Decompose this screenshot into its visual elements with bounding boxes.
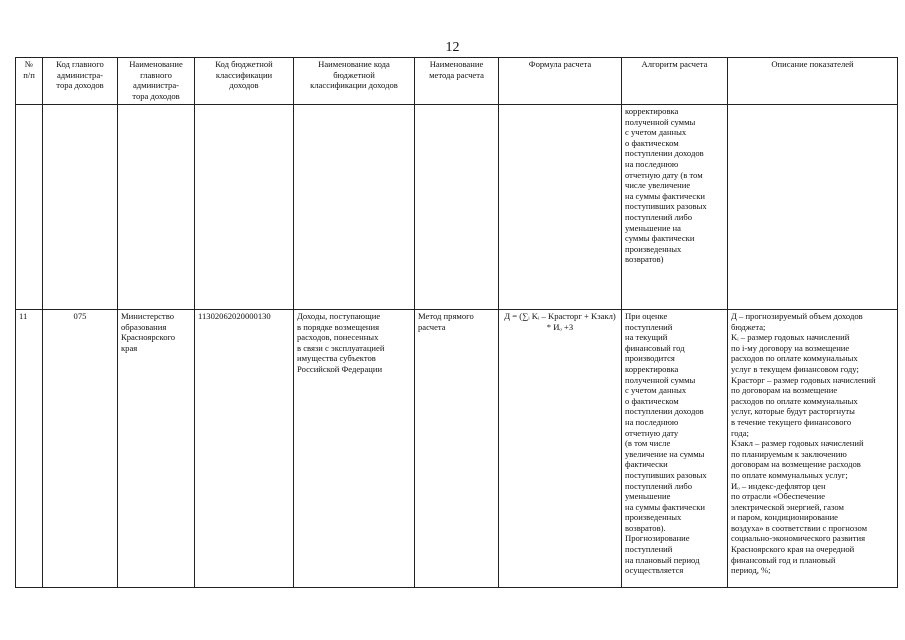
col-header-description: Описание показателей <box>728 58 898 105</box>
cell-empty <box>43 105 118 310</box>
cell-empty <box>728 105 898 310</box>
cell-algorithm: При оценке поступлений на текущий финансовый год производится корректировка полученной суммы с учетом данных о фактическом поступлении доходов на последнюю отчетную дату (в том числе увеличение на суммы фактически поступивших разовых поступлений либо уменьшение на суммы фактически произведенных возвратов). Прогнозирование поступлений на плановый период осуществляется <box>622 310 728 588</box>
cell-empty <box>415 105 499 310</box>
col-header-budget-code: Код бюджетной классификации доходов <box>195 58 294 105</box>
cell-empty <box>118 105 195 310</box>
continuation-row <box>16 105 898 310</box>
cell-algorithm-continued: корректировка полученной суммы с учетом данных о фактическом поступлении доходов на последнюю отчетную дату (в том числе увеличение на суммы фактически поступивших разовых поступлений либо уменьшение на суммы фактически произведенных возвратов) <box>622 105 728 310</box>
cell-code-name: Доходы, поступающие в порядке возмещения расходов, понесенных в связи с эксплуатацией имущества субъектов Российской Федерации <box>294 310 415 588</box>
cell-empty <box>499 105 622 310</box>
col-header-method: Наименование метода расчета <box>415 58 499 105</box>
col-header-formula: Формула расчета <box>499 58 622 105</box>
cell-number: 11 <box>16 310 43 588</box>
col-header-code-name: Наименование кода бюджетной классификации доходов <box>294 58 415 105</box>
cell-empty <box>195 105 294 310</box>
cell-formula: Д = (∑ᵢ Kᵢ – Kрасторг + Kзакл) * Иₒ +З <box>499 310 622 588</box>
cell-admin-name: Министерство образования Красноярского края <box>118 310 195 588</box>
cell-description: Д – прогнозируемый объем доходов бюджета; Kᵢ – размер годовых начислений по i-му договору на возмещение расходов по оплате коммунальных услуг в текущем финансовом году; Kрасторг – размер годовых начислений по договорам на возмещение расходов по оплате коммунальных услуг, которые будут расторгнуты в течение текущего финансового года; Kзакл – размер годовых начислений по планируемым к заключению договорам на возмещение расходов по оплате коммунальных услуг; Иₒ – индекс-дефлятор цен по отрасли «Обеспечение электрической энергией, газом и паром, кондиционирование воздуха» в соответствии с прогнозом социально-экономического развития Красноярского края на очередной финансовый год и плановый период, %; <box>728 310 898 588</box>
header-row <box>16 58 898 105</box>
cell-admin-code: 075 <box>43 310 118 588</box>
col-header-number: № п/п <box>16 58 43 105</box>
col-header-admin-name: Наименование главного администра- тора доходов <box>118 58 195 105</box>
cell-empty <box>16 105 43 310</box>
page-number: 12 <box>445 40 460 55</box>
cell-budget-code: 11302062020000130 <box>195 310 294 588</box>
cell-empty <box>294 105 415 310</box>
col-header-algorithm: Алгоритм расчета <box>622 58 728 105</box>
table-row <box>16 310 898 588</box>
col-header-admin-code: Код главного администра- тора доходов <box>43 58 118 105</box>
revenue-forecast-table <box>15 57 898 588</box>
cell-method: Метод прямого расчета <box>415 310 499 588</box>
